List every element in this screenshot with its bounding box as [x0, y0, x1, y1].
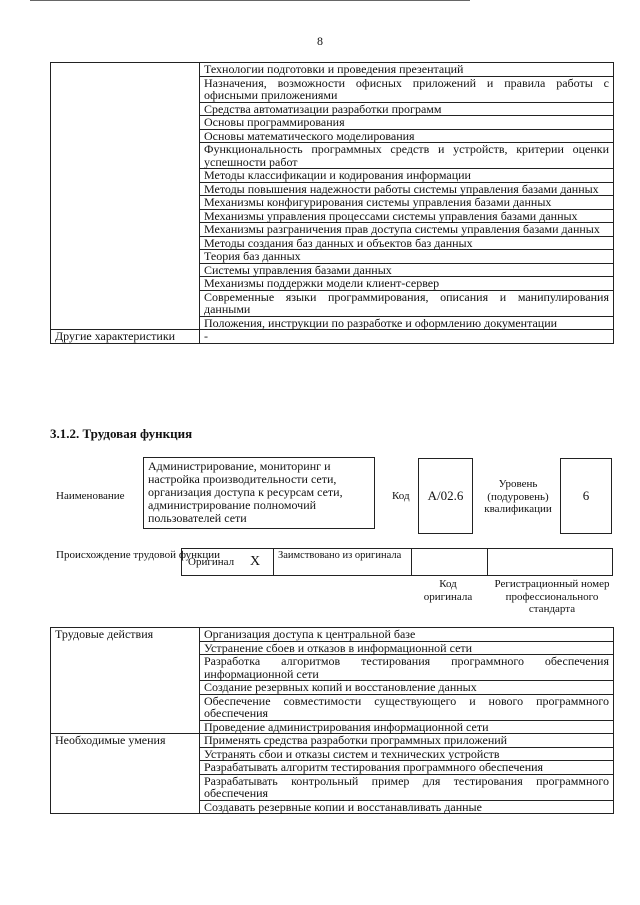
knowledge-label-cell — [51, 63, 200, 330]
skill-item: Разрабатывать алгоритм тестирования программного обеспечения — [200, 761, 614, 775]
knowledge-item: Методы повышения надежности работы системы управления базами данных — [200, 182, 614, 196]
other-label: Другие характеристики — [51, 330, 200, 344]
knowledge-item: Средства автоматизации разработки программ — [200, 102, 614, 116]
knowledge-item: Современные языки программирования, описания и манипулирования данными — [200, 290, 614, 316]
table-row — [51, 734, 614, 748]
origin-code-cell — [412, 549, 488, 575]
action-item: Разработка алгоритмов тестирования программного обеспечения информационной сети — [200, 655, 614, 681]
skills-label: Необходимые умения — [51, 734, 200, 814]
caption-code: Код оригинала — [423, 578, 473, 603]
page-number: 8 — [317, 34, 323, 48]
knowledge-item: Технологии подготовки и проведения презентаций — [200, 63, 614, 77]
other-value: - — [200, 330, 614, 344]
knowledge-item: Положения, инструкции по разработке и оформлению документации — [200, 316, 614, 330]
qualification-level-label: Уровень (подуровень) квалификации — [484, 478, 552, 515]
origin-label: Происхождение трудовой функции — [56, 549, 221, 561]
actions-skills-table — [50, 627, 614, 814]
skill-item: Создавать резервные копии и восстанавливать данные — [200, 800, 614, 814]
section-title: 3.1.2. Трудовая функция — [50, 426, 193, 441]
knowledge-item: Теория баз данных — [200, 250, 614, 264]
top-rule — [30, 0, 470, 1]
actions-label: Трудовые действия — [51, 628, 200, 734]
knowledge-item: Назначения, возможности офисных приложений и правила работы с офисными приложениями — [200, 76, 614, 102]
action-item: Устранение сбоев и отказов в информационной сети — [200, 641, 614, 655]
knowledge-item: Методы создания баз данных и объектов баз данных — [200, 236, 614, 250]
knowledge-item: Механизмы разграничения прав доступа системы управления базами данных — [200, 223, 614, 237]
knowledge-item: Основы математического моделирования — [200, 129, 614, 143]
skill-item: Разрабатывать контрольный пример для тестирования программного обеспечения — [200, 774, 614, 800]
knowledge-item: Основы программирования — [200, 116, 614, 130]
skill-item: Применять средства разработки программных приложений — [200, 734, 614, 748]
caption-registration: Регистрационный номер профессионального стандарта — [494, 578, 610, 615]
original-cell — [182, 549, 274, 575]
table-row — [51, 330, 614, 344]
code-label: Код — [392, 490, 410, 502]
action-item: Организация доступа к центральной базе — [200, 628, 614, 642]
original-label: Оригинал — [188, 556, 235, 568]
knowledge-item: Системы управления базами данных — [200, 263, 614, 277]
knowledge-item: Методы классификации и кодирования информации — [200, 169, 614, 183]
action-item: Проведение администрирования информационной сети — [200, 720, 614, 734]
skill-item: Устранять сбои и отказы систем и технических устройств — [200, 747, 614, 761]
knowledge-item: Механизмы конфигурирования системы управления базами данных — [200, 196, 614, 210]
borrowed-cell — [274, 549, 412, 575]
origin-box — [181, 548, 613, 576]
borrowed-label: Заимствовано из оригинала — [278, 550, 402, 561]
knowledge-table — [50, 62, 614, 344]
knowledge-item: Механизмы управления процессами системы управления базами данных — [200, 209, 614, 223]
original-mark: X — [250, 554, 261, 569]
action-item: Обеспечение совместимости существующего и нового программного обеспечения — [200, 694, 614, 720]
function-name-value: Администрирование, мониторинг и настройка производительности сети, организация доступа к ресурсам сети, администрирование полномочий пользователей сети — [143, 457, 375, 529]
action-item: Создание резервных копий и восстановление данных — [200, 681, 614, 695]
qualification-level-value: 6 — [560, 458, 612, 534]
table-row — [51, 63, 614, 77]
knowledge-item: Функциональность программных средств и устройств, критерии оценки успешности работ — [200, 143, 614, 169]
knowledge-item: Механизмы поддержки модели клиент-сервер — [200, 277, 614, 291]
table-row — [51, 628, 614, 642]
code-value: A/02.6 — [418, 458, 473, 534]
function-name-label: Наименование — [56, 490, 125, 502]
